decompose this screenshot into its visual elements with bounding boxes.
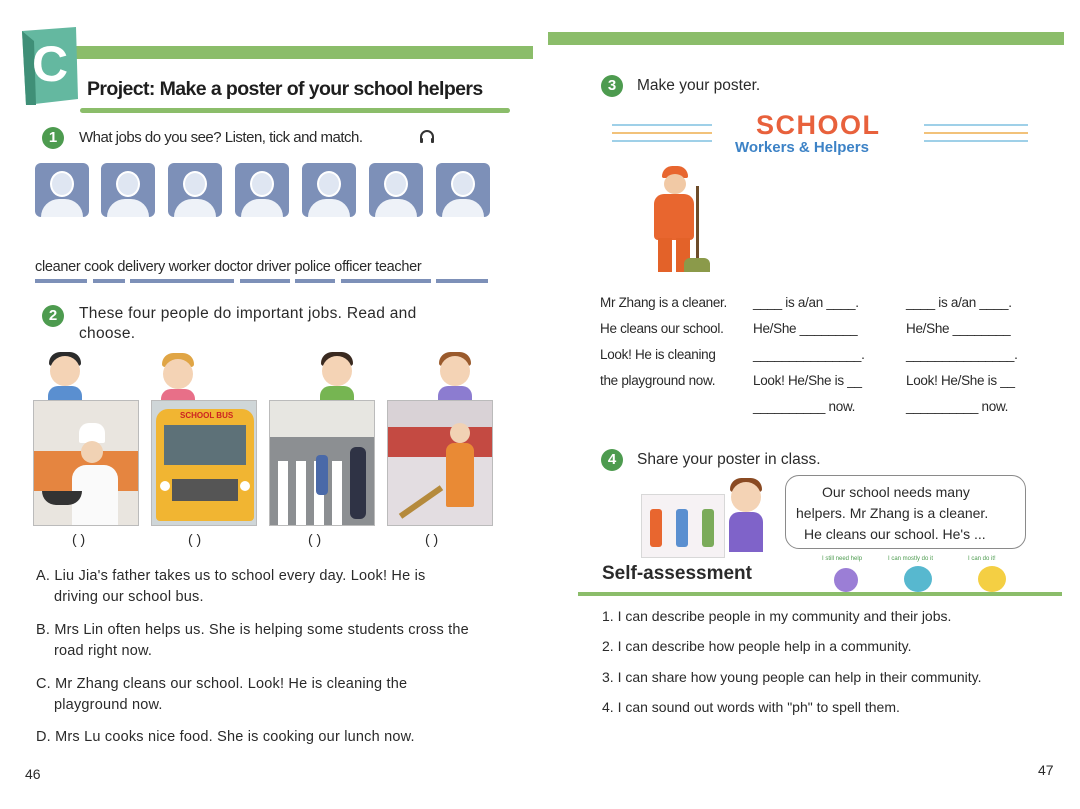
word-underline	[341, 279, 431, 283]
page-number-left: 46	[25, 766, 41, 782]
word-underline	[35, 279, 87, 283]
template-line[interactable]: Look! He/She is __	[753, 373, 862, 388]
template-line[interactable]: __________ now.	[753, 399, 856, 414]
headphones-icon	[419, 129, 435, 150]
self-assessment-item: 2. I can describe how people help in a community.	[602, 638, 912, 654]
template-line[interactable]: _______________.	[906, 347, 1018, 362]
title-underline	[80, 108, 510, 113]
option-c: C. Mr Zhang cleans our school. Look! He is cleaning the playground now.	[36, 676, 408, 713]
template-line[interactable]: He/She ________	[906, 321, 1011, 336]
driver-icon[interactable]	[35, 163, 89, 217]
header-bar-right	[548, 32, 1064, 45]
task4-instruction: Share your poster in class.	[637, 451, 821, 468]
poster-title: SCHOOL	[756, 110, 881, 140]
option-a: A. Liu Jia's father takes us to school every day. Look! He is driving our school bus.	[36, 568, 426, 605]
answer-blank[interactable]: ( )	[188, 531, 202, 547]
self-assessment-title: Self-assessment	[602, 563, 752, 584]
template-line[interactable]: Look! He/She is __	[906, 373, 1015, 388]
poster-subtitle: Workers & Helpers	[735, 139, 869, 156]
option-d: D. Mrs Lu cooks nice food. She is cooking our lunch now.	[36, 729, 415, 745]
doctor-icon[interactable]	[436, 163, 490, 217]
speech-line: Our school needs many	[822, 484, 970, 500]
task2-instruction-line2: choose.	[79, 325, 136, 342]
template-line[interactable]: _______________.	[753, 347, 865, 362]
header-bar-left	[70, 46, 533, 59]
task-number: 2	[42, 305, 64, 327]
page-number-right: 47	[1038, 762, 1054, 778]
teacher-icon[interactable]	[302, 163, 356, 217]
answer-blank[interactable]: ( )	[425, 531, 439, 547]
example-line: Look! He is cleaning	[600, 347, 716, 362]
cook-icon[interactable]	[168, 163, 222, 217]
word-underline	[240, 279, 290, 283]
task2-instruction-line1: These four people do important jobs. Read and	[79, 305, 417, 322]
option-b: B. Mrs Lin often helps us. She is helping some students cross the road right now.	[36, 622, 469, 659]
section-badge	[18, 27, 76, 105]
page-title: Project: Make a poster of your school helpers	[87, 78, 483, 100]
scene-cleaner	[387, 400, 493, 526]
cleaner-illustration	[640, 166, 710, 276]
answer-blank[interactable]: ( )	[308, 531, 322, 547]
task-number: 1	[42, 127, 64, 149]
badge-still-need-help[interactable]: I still need help	[822, 556, 866, 594]
answer-blank[interactable]: ( )	[72, 531, 86, 547]
task3-instruction: Make your poster.	[637, 77, 761, 94]
bus-sign: SCHOOL BUS	[180, 411, 234, 420]
example-line: Mr Zhang is a cleaner.	[600, 295, 727, 310]
example-line: He cleans our school.	[600, 321, 724, 336]
word-underline	[436, 279, 488, 283]
scene-road-crossing	[269, 400, 375, 526]
task1-instruction: What jobs do you see? Listen, tick and match.	[79, 129, 363, 146]
word-underline	[93, 279, 125, 283]
template-line[interactable]: ____ is a/an ____.	[753, 295, 859, 310]
template-line[interactable]: ____ is a/an ____.	[906, 295, 1012, 310]
speech-bubble	[785, 475, 1026, 549]
word-underline	[295, 279, 335, 283]
example-line: the playground now.	[600, 373, 716, 388]
self-assessment-item: 1. I can describe people in my community and their jobs.	[602, 608, 952, 624]
word-underline	[130, 279, 234, 283]
speech-line: helpers. Mr Zhang is a cleaner.	[796, 505, 989, 521]
template-line[interactable]: He/She ________	[753, 321, 858, 336]
speech-line: He cleans our school. He's ...	[804, 526, 986, 542]
task-number: 3	[601, 75, 623, 97]
job-word-list: cleaner cook delivery worker doctor driver police officer teacher	[35, 259, 422, 275]
police-officer-icon[interactable]	[235, 163, 289, 217]
scene-school-bus	[151, 400, 257, 526]
badge-mostly-do-it[interactable]: I can mostly do it	[888, 556, 948, 594]
cleaner-icon[interactable]	[101, 163, 155, 217]
self-assessment-item: 4. I can sound out words with "ph" to spell them.	[602, 699, 900, 715]
template-line[interactable]: __________ now.	[906, 399, 1009, 414]
badge-can-do-it[interactable]: I can do it!	[966, 556, 1016, 594]
section-letter: C	[32, 36, 69, 92]
scene-cook	[33, 400, 139, 526]
delivery-worker-icon[interactable]	[369, 163, 423, 217]
mini-poster	[641, 494, 725, 558]
task-number: 4	[601, 449, 623, 471]
self-assessment-item: 3. I can share how young people can help in their community.	[602, 669, 982, 685]
